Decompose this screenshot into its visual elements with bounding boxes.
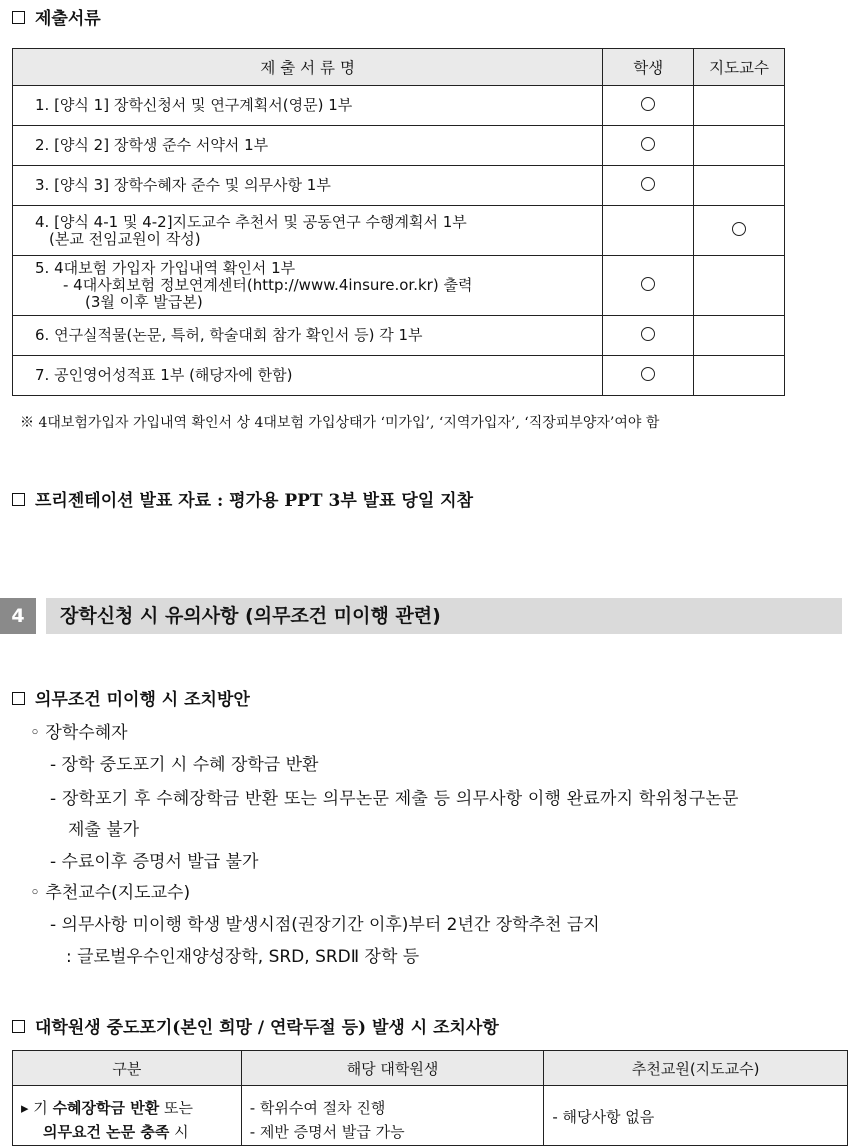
doc-name-cell: [13, 256, 603, 316]
doc-row: [13, 206, 785, 256]
doc-line: (3월 이후 발급본): [85, 293, 203, 311]
doc-line: 3. [양식 3] 장학수혜자 준수 및 의무사항 1부: [35, 176, 331, 194]
dropout-title: 대학원생 중도포기(본인 희망 / 연락두절 등) 발생 시 조치사항: [35, 1018, 499, 1038]
doc-row: [13, 86, 785, 126]
student-mark-cell: [603, 126, 694, 166]
plain-text: 또는: [159, 1099, 193, 1117]
checkbox-square-icon: [12, 1020, 25, 1033]
advisor-mark-cell: [694, 206, 785, 256]
circle-mark-icon: [641, 177, 655, 191]
student-mark-cell: [603, 256, 694, 316]
category-cell: [13, 1086, 242, 1146]
header-category: 구분: [13, 1051, 242, 1086]
presentation-text: 프리젠테이션 발표 자료 : 평가용 PPT 3부 발표 당일 지참: [35, 491, 474, 511]
student-mark-cell: [603, 206, 694, 256]
student-line-1: - 학위수여 절차 진행: [249, 1099, 386, 1117]
doc-name-cell: [13, 316, 603, 356]
circle-mark-icon: [641, 137, 655, 151]
doc-name-cell: [13, 356, 603, 396]
circle-mark-icon: [641, 97, 655, 111]
bold-text: 수혜장학금 반환: [52, 1099, 160, 1117]
checkbox-square-icon: [12, 11, 25, 24]
advisor-mark-cell: [694, 316, 785, 356]
dropout-heading: [12, 1013, 499, 1038]
doc-name-cell: [13, 166, 603, 206]
doc-row: [13, 256, 785, 316]
student-mark-cell: [603, 86, 694, 126]
header-advisor: 추천교원(지도교수): [544, 1051, 848, 1086]
circle-mark-icon: [641, 367, 655, 381]
measures-heading: [12, 685, 250, 710]
advisor-cell: [544, 1086, 848, 1146]
student-line-2: - 제반 증명서 발급 가능: [249, 1123, 405, 1141]
measures-title: 의무조건 미이행 시 조치방안: [35, 690, 250, 710]
student-mark-cell: [603, 316, 694, 356]
checkbox-square-icon: [12, 493, 25, 506]
advisor-item-1: - 의무사항 미이행 학생 발생시점(권장기간 이후)부터 2년간 장학추천 금지: [50, 915, 600, 935]
advisor-mark-cell: [694, 256, 785, 316]
student-cell: [241, 1086, 544, 1146]
student-mark-cell: [603, 356, 694, 396]
student-mark-cell: [603, 166, 694, 206]
dropout-table: [12, 1050, 848, 1146]
recipient-item-1: - 장학 중도포기 시 수혜 장학금 반환: [50, 755, 319, 775]
circle-mark-icon: [641, 327, 655, 341]
presentation-heading: [12, 486, 473, 511]
doc-line: (본교 전임교원이 작성): [49, 229, 201, 248]
section-title-bar: 장학신청 시 유의사항 (의무조건 미이행 관련): [46, 598, 842, 634]
checkbox-square-icon: [12, 692, 25, 705]
header-advisor: 지도교수: [694, 49, 785, 86]
recipient-item-3: - 수료이후 증명서 발급 불가: [50, 852, 259, 872]
advisor-line: - 해당사항 없음: [552, 1108, 655, 1126]
doc-line: 4. [양식 4-1 및 4-2]지도교수 추천서 및 공동연구 수행계획서 1부: [35, 212, 467, 231]
doc-row: [13, 166, 785, 206]
doc-row: [13, 316, 785, 356]
circle-mark-icon: [641, 277, 655, 291]
advisor-mark-cell: [694, 86, 785, 126]
recipient-item-2-cont: 제출 불가: [68, 820, 140, 840]
header-student: 해당 대학원생: [241, 1051, 544, 1086]
doc-line: 2. [양식 2] 장학생 준수 서약서 1부: [35, 136, 269, 154]
doc-line: 7. 공인영어성적표 1부 (해당자에 한함): [35, 366, 293, 384]
doc-line: - 4대사회보험 정보연계센터(http://www.4insure.or.kr) 출력: [63, 276, 473, 294]
doc-line: 5. 4대보험 가입자 가입내역 확인서 1부: [35, 259, 296, 277]
advisor-mark-cell: [694, 166, 785, 206]
doc-name-cell: [13, 206, 603, 256]
bold-text: 의무요건 논문 충족: [43, 1123, 170, 1141]
section-title: 제출서류: [35, 9, 101, 29]
doc-name-cell: [13, 86, 603, 126]
advisor-label: ◦ 추천교수(지도교수): [30, 883, 191, 903]
header-doc-name: 제 출 서 류 명: [13, 49, 603, 86]
recipient-item-2: - 장학포기 후 수혜장학금 반환 또는 의무논문 제출 등 의무사항 이행 완료까지 학위청구논문: [50, 789, 739, 809]
recipient-label: ◦ 장학수혜자: [30, 723, 128, 743]
bullet-text: ▸ 기: [21, 1099, 53, 1117]
doc-row: [13, 126, 785, 166]
section-heading-docs: [12, 4, 101, 29]
advisor-mark-cell: [694, 356, 785, 396]
advisor-item-2: : 글로벌우수인재양성장학, SRD, SRDⅡ 장학 등: [66, 947, 420, 967]
header-student: 학생: [603, 49, 694, 86]
docs-note: ※ 4대보험가입자 가입내역 확인서 상 4대보험 가입상태가 ‘미가입’, ‘지역가입자’, ‘직장피부양자’여야 함: [20, 415, 660, 431]
advisor-mark-cell: [694, 126, 785, 166]
doc-name-cell: [13, 126, 603, 166]
doc-line: 6. 연구실적물(논문, 특허, 학술대회 참가 확인서 등) 각 1부: [35, 326, 423, 344]
plain-text: 시: [169, 1123, 189, 1141]
documents-table: [12, 48, 785, 396]
circle-mark-icon: [732, 222, 746, 236]
doc-row: [13, 356, 785, 396]
section-number-badge: 4: [0, 598, 36, 634]
doc-line: 1. [양식 1] 장학신청서 및 연구계획서(영문) 1부: [35, 96, 353, 114]
